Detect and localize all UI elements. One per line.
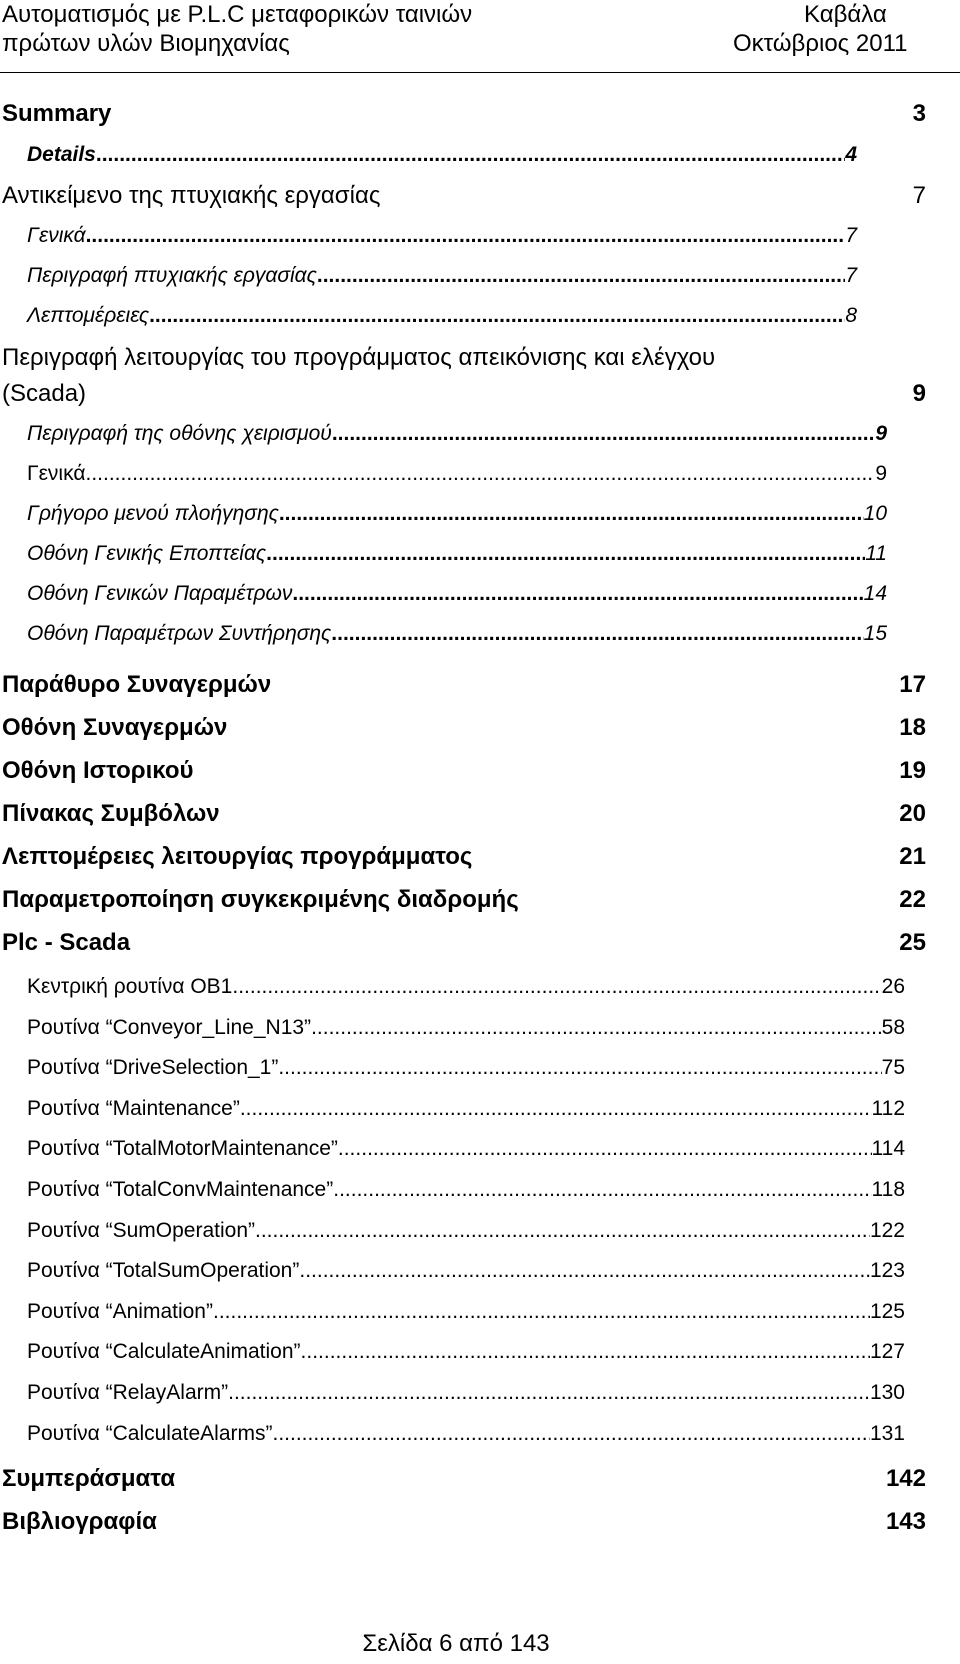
- toc-entry-routine[interactable]: [27, 1379, 905, 1407]
- toc-entry-route-config[interactable]: [2, 884, 926, 916]
- toc-entry-label: Οθόνη Παραμέτρων Συντήρησης: [27, 622, 332, 645]
- toc-entry-details[interactable]: [27, 141, 857, 169]
- toc-entry-label: Κεντρική ρουτίνα OB1: [27, 975, 233, 998]
- toc-entry-routine[interactable]: [27, 1217, 905, 1245]
- toc-leader-dots: [279, 500, 864, 528]
- toc-entry-label: Plc - Scada: [2, 929, 131, 956]
- toc-entry-page: 8: [845, 304, 857, 327]
- toc-leader-dots: [96, 141, 845, 169]
- toc-entry-page: 22: [899, 886, 926, 913]
- toc-entry-program-details[interactable]: [2, 841, 926, 873]
- toc-entry-label-line2: (Scada): [2, 380, 87, 407]
- toc-entry-page: 20: [899, 800, 926, 827]
- toc-entry-page: 58: [881, 1016, 905, 1039]
- toc-entry-label: Ρουτίνα “SumOperation”: [27, 1219, 255, 1242]
- page-header: [0, 0, 960, 73]
- toc-entry-label: Γενικά: [27, 224, 86, 247]
- toc-entry-label: Οθόνη Γενικής Εποπτείας: [27, 542, 267, 565]
- toc-entry-label: Παράθυρο Συναγερμών: [2, 671, 272, 698]
- toc-leader-dots: [240, 1095, 872, 1123]
- toc-leader-dots: [232, 973, 881, 1001]
- toc-entry-maintenance-params-screen[interactable]: [27, 620, 887, 648]
- toc-entry-label: Συμπεράσματα: [2, 1465, 176, 1492]
- toc-entry-label: Ρουτίνα “Animation”: [27, 1300, 213, 1323]
- toc-entry-page: 15: [863, 622, 887, 645]
- toc-entry-label: Ρουτίνα “Maintenance”: [27, 1097, 240, 1120]
- toc-entry-routine[interactable]: [27, 1257, 905, 1285]
- toc-entry-page: 123: [869, 1259, 905, 1282]
- toc-entry-label: Ρουτίνα “RelayAlarm”: [27, 1381, 229, 1404]
- toc-entry-page: 26: [881, 975, 905, 998]
- toc-leader-dots: [333, 1176, 871, 1204]
- toc-entry-routine[interactable]: [27, 1014, 905, 1042]
- toc-entry-page: 143: [885, 1508, 926, 1535]
- toc-entry-label: Summary: [2, 100, 112, 127]
- toc-entry-label: Ρουτίνα “DriveSelection_1”: [27, 1056, 279, 1079]
- toc-entry-label: Λεπτομέρειες: [27, 304, 150, 327]
- toc-leader-dots: [338, 1135, 872, 1163]
- toc-entry-routine[interactable]: [27, 1338, 905, 1366]
- toc-entry-page: 14: [863, 582, 887, 605]
- toc-entry-symbols-table[interactable]: [2, 798, 926, 830]
- toc-entry-page: 11: [865, 542, 887, 565]
- toc-entry-summary[interactable]: [2, 98, 926, 130]
- toc-entry-alarm-window[interactable]: [2, 669, 926, 701]
- toc-entry-page: 118: [871, 1178, 905, 1201]
- toc-entry-page: 19: [899, 757, 926, 784]
- toc-entry-label: Ρουτίνα “TotalConvMaintenance”: [27, 1178, 334, 1201]
- toc-entry-routine[interactable]: [27, 1298, 905, 1326]
- toc-entry-label: Οθόνη Γενικών Παραμέτρων: [27, 582, 293, 605]
- toc-entry-page: 7: [845, 224, 857, 247]
- toc-entry-routine[interactable]: [27, 973, 905, 1001]
- toc-entry-general[interactable]: [27, 222, 857, 250]
- toc-entry-bibliography[interactable]: [2, 1506, 926, 1538]
- page-footer: [0, 1629, 960, 1659]
- toc-leader-dots: [255, 1217, 870, 1245]
- toc-entry-page: 18: [899, 714, 926, 741]
- toc-entry-page: 9: [912, 380, 926, 407]
- toc-entry-label: Ρουτίνα “Conveyor_Line_N13”: [27, 1016, 312, 1039]
- toc-entry-page: 25: [899, 929, 926, 956]
- toc-entry-operator-screen[interactable]: [27, 420, 887, 448]
- toc-entry-page: 4: [845, 143, 857, 166]
- toc-entry-label: Γρήγορο μενού πλοήγησης: [27, 502, 279, 525]
- toc-entry-routine[interactable]: [27, 1054, 905, 1082]
- toc-entry-label: Λεπτομέρειες λειτουργίας προγράμματος: [2, 843, 473, 870]
- toc-entry-label: Παραμετροποίηση συγκεκριμένης διαδρομής: [2, 886, 519, 913]
- toc-entry-label: Ρουτίνα “CalculateAlarms”: [27, 1422, 273, 1445]
- toc-entry-page: 9: [875, 462, 887, 485]
- page-number-label: Σελίδα 6 από 143: [362, 1630, 550, 1657]
- toc-entry-details-gr[interactable]: [27, 302, 857, 330]
- toc-entry-page: 131: [869, 1422, 905, 1445]
- toc-entry-page: 130: [869, 1381, 905, 1404]
- toc-entry-page: 17: [899, 671, 926, 698]
- toc-leader-dots: [228, 1379, 870, 1407]
- toc-entry-routine[interactable]: [27, 1135, 905, 1163]
- toc-leader-dots: [292, 580, 863, 608]
- toc-leader-dots: [266, 540, 865, 568]
- toc-entry-label: Οθόνη Ιστορικού: [2, 757, 194, 784]
- header-location: Καβάλα: [804, 1, 887, 28]
- toc-leader-dots: [272, 1420, 869, 1448]
- toc-entry-alarm-screen[interactable]: [2, 712, 926, 744]
- toc-entry-label: Ρουτίνα “TotalSumOperation”: [27, 1259, 300, 1282]
- toc-entry-label: Βιβλιογραφία: [2, 1508, 157, 1535]
- toc-entry-page: 127: [869, 1340, 905, 1363]
- toc-leader-dots: [85, 460, 875, 488]
- toc-entry-overview-screen[interactable]: [27, 540, 887, 568]
- header-date: Οκτώβριος 2011: [733, 30, 908, 57]
- toc-entry-label: Αντικείμενο της πτυχιακής εργασίας: [2, 182, 381, 209]
- toc-entry-routine[interactable]: [27, 1176, 905, 1204]
- toc-entry-scada-description[interactable]: [2, 340, 926, 412]
- toc-leader-dots: [86, 222, 846, 250]
- toc-leader-dots: [278, 1054, 881, 1082]
- toc-entry-routine[interactable]: [27, 1420, 905, 1448]
- toc-entry-page: 122: [869, 1219, 905, 1242]
- toc-entry-label: Γενικά: [27, 462, 86, 485]
- toc-entry-page: 75: [881, 1056, 905, 1079]
- toc-entry-label: Περιγραφή πτυχιακής εργασίας: [27, 264, 317, 287]
- toc-entry-label: Περιγραφή της οθόνης χειρισμού: [27, 422, 332, 445]
- header-title-line2: πρώτων υλών Βιομηχανίας: [2, 30, 290, 57]
- toc-entry-page: 3: [912, 100, 926, 127]
- toc-entry-page: 142: [885, 1465, 926, 1492]
- toc-leader-dots: [299, 1257, 870, 1285]
- toc-leader-dots: [301, 1338, 870, 1366]
- header-title-line1: Αυτοματισμός με P.L.C μεταφορικών ταινιών: [2, 1, 473, 28]
- toc-entry-history-screen[interactable]: [2, 755, 926, 787]
- toc-entry-label: Ρουτίνα “TotalMotorMaintenance”: [27, 1137, 338, 1160]
- toc-entry-page: 10: [863, 502, 887, 525]
- toc-leader-dots: [149, 302, 845, 330]
- toc-entry-conclusions[interactable]: [2, 1463, 926, 1495]
- toc-entry-label: Πίνακας Συμβόλων: [2, 800, 220, 827]
- toc-entry-page: 21: [899, 843, 926, 870]
- toc-entry-label: Ρουτίνα “CalculateAnimation”: [27, 1340, 301, 1363]
- toc-entry-page: 112: [871, 1097, 905, 1120]
- toc-leader-dots: [311, 1014, 882, 1042]
- toc-entry-quick-menu[interactable]: [27, 500, 887, 528]
- toc-leader-dots: [332, 420, 876, 448]
- toc-leader-dots: [331, 620, 863, 648]
- toc-entry-routine[interactable]: [27, 1095, 905, 1123]
- toc-entry-label-line1: Περιγραφή λειτουργίας του προγράμματος απεικόνισης και ελέγχου: [2, 344, 716, 371]
- toc-leader-dots: [213, 1298, 870, 1326]
- toc-entry-label: Οθόνη Συναγερμών: [2, 714, 228, 741]
- toc-entry-page: 125: [869, 1300, 905, 1323]
- toc-entry-page: 7: [845, 264, 857, 287]
- toc-entry-label: Details: [27, 143, 96, 166]
- toc-entry-general-2[interactable]: [27, 460, 887, 488]
- toc-entry-page: 9: [875, 422, 887, 445]
- toc-entry-page: 7: [912, 182, 926, 209]
- toc-entry-params-screen[interactable]: [27, 580, 887, 608]
- toc-entry-thesis-description[interactable]: [27, 262, 857, 290]
- toc-entry-plc-scada[interactable]: [2, 927, 926, 959]
- toc-entry-page: 114: [871, 1137, 905, 1160]
- toc-entry-objective[interactable]: [2, 180, 926, 212]
- toc-leader-dots: [317, 262, 845, 290]
